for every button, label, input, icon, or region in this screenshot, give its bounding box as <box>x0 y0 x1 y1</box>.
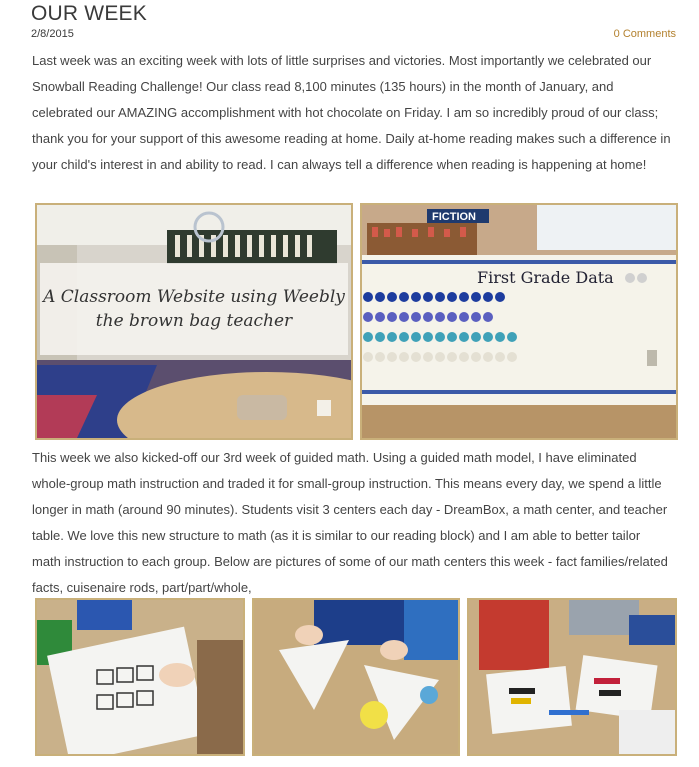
overlay-line-1: A Classroom Website using Weebly <box>43 287 345 307</box>
post-paragraph-1: Last week was an exciting week with lots of little surprises and victories. Most importantly we celebrated our Snowball Reading Challenge! Our class read 8,100 minutes (135 hours) in the month of January, and celebrated our AMAZING accomplishment with hot chocolate on Friday. I am so incredibly proud of our class; thank you for your support of this awesome reading at home. Daily at-home reading makes such a difference in your child's interest in and ability to read. I can always tell a difference when reading is happening at home! <box>32 53 671 172</box>
data-board-title: First Grade Data <box>477 268 614 287</box>
overlay-line-2: the brown bag teacher <box>95 311 293 331</box>
post-title: OUR WEEK <box>31 2 147 25</box>
math-center-photo-1 <box>35 598 245 756</box>
math-center-photo-3 <box>467 598 677 756</box>
fiction-sign: FICTION <box>432 211 476 223</box>
post-date: 2/8/2015 <box>31 28 74 40</box>
data-board-photo <box>360 203 678 440</box>
math-center-photo-2 <box>252 598 460 756</box>
watermark-overlay <box>40 263 348 355</box>
post-paragraph-2: This week we also kicked-off our 3rd week of guided math. Using a guided math model, I have eliminated whole-group math instruction and traded it for small-group instruction. This means every day, we spend a little longer in math (around 90 minutes). Students visit 3 centers each day - DreamBox, a math center, and teacher table. We love this new structure to math (as it is similar to our reading block) and I am able to better tailor math instruction to each group. Below are pictures of some of our math centers this week - fact families/related facts, cuisenaire rods, part/part/whole, <box>32 450 668 595</box>
comments-link[interactable]: 0 Comments <box>613 28 676 40</box>
